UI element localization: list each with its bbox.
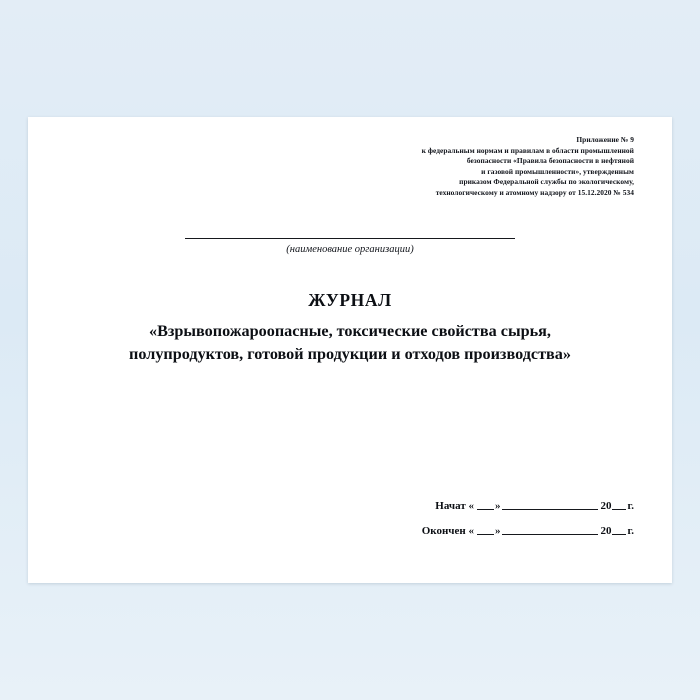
started-label: Начат «	[435, 500, 474, 512]
finished-year: 20	[600, 525, 612, 537]
document-page-inner	[28, 117, 672, 583]
started-year-blank	[612, 509, 626, 510]
finished-date-row	[334, 525, 634, 537]
document-page	[28, 117, 672, 583]
organization-name-block	[28, 221, 672, 255]
started-year: 20	[600, 500, 612, 512]
started-date-row	[334, 500, 634, 512]
started-quote-close: »	[494, 500, 501, 512]
finished-label: Окончен «	[421, 525, 474, 537]
finished-year-blank	[612, 534, 626, 535]
organization-name-blank-line	[185, 237, 515, 239]
finished-month-blank	[502, 534, 598, 535]
started-month-blank	[502, 509, 598, 510]
started-year-suffix: г.	[627, 500, 634, 512]
appendix-reference-block	[304, 135, 634, 198]
organization-name-caption: (наименование организации)	[286, 244, 414, 255]
started-day-blank	[477, 509, 494, 510]
date-fields-block	[334, 500, 634, 537]
appendix-line-3: безопасности «Правила безопасности в нефтяной	[466, 156, 634, 166]
appendix-line-1: Приложение № 9	[576, 135, 634, 144]
finished-day-blank	[477, 534, 494, 535]
page-title: ЖУРНАЛ	[308, 290, 392, 310]
document-subtitle-line-2: полупродуктов, готовой продукции и отходов производства»	[129, 345, 571, 363]
document-subtitle-line-1: «Взрывопожароопасные, токсические свойства сырья,	[149, 322, 551, 340]
appendix-line-5: приказом Федеральной службы по экологическому,	[459, 177, 634, 187]
document-title-block	[54, 290, 646, 366]
appendix-line-6: технологическому и атомному надзору от 15.12.2020 № 534	[435, 187, 634, 197]
finished-quote-close: »	[494, 525, 501, 537]
document-subtitle	[54, 320, 646, 366]
appendix-line-4: и газовой промышленности», утвержденным	[481, 166, 634, 176]
finished-year-suffix: г.	[627, 525, 634, 537]
appendix-line-2: к федеральным нормам и правилам в области промышленной	[421, 145, 634, 155]
